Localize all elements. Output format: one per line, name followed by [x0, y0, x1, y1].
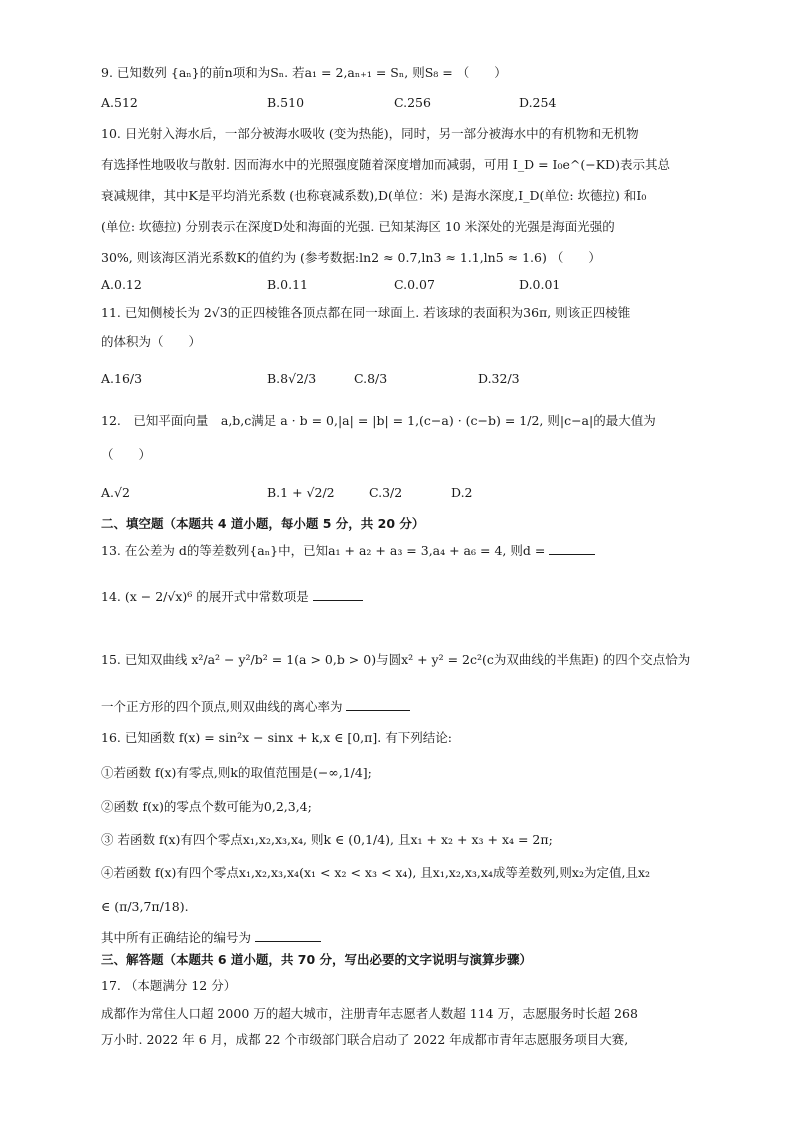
question-10-options [101, 270, 695, 300]
question-10-line-3: 衰减规律，其中K是平均消光系数 (也称衰减系数),D(单位：米) 是海水深度,I_D(单位: 坎德拉) 和I₀ [101, 188, 647, 203]
question-10-line-1: 10. 日光射入海水后，一部分被海水吸收 (变为热能)，同时，另一部分被海水中的有机物和无机物 [101, 126, 639, 141]
answer-blank[interactable] [549, 542, 595, 555]
option-a: A.16/3 [101, 371, 143, 386]
question-11-options [101, 364, 695, 394]
option-d: D.254 [519, 95, 557, 110]
section-heading-solutions: 三、解答题（本题共 6 道小题，共 70 分，写出必要的文字说明与演算步骤） [101, 952, 533, 967]
question-15-text: 一个正方形的四个顶点,则双曲线的离心率为 [101, 699, 343, 714]
option-a: A.0.12 [101, 277, 142, 292]
question-16-stem: 16. 已知函数 f(x) = sin²x − sinx + k,x ∈ [0,π]. 有下列结论: [101, 730, 452, 745]
question-13 [101, 536, 695, 566]
question-10-line-5: 30%, 则该海区消光系数K的值约为 (参考数据:ln2 ≈ 0.7,ln3 ≈ 1.1,ln5 ≈ 1.6) （ ） [101, 250, 601, 265]
question-10-line-4: (单位: 坎德拉) 分别表示在深度D处和海面的光强. 已知某海区 10 米深处的光强是海面光强的 [101, 219, 615, 234]
question-10-line-2: 有选择性地吸收与散射. 因而海水中的光照强度随着深度增加而减弱，可用 I_D = I₀e^(−KD)表示其总 [101, 157, 670, 172]
option-c: C.3/2 [369, 485, 403, 500]
question-15-line-1: 15. 已知双曲线 x²/a² − y²/b² = 1(a > 0,b > 0)与圆x² + y² = 2c²(c为双曲线的半焦距) 的四个交点恰为 [101, 652, 691, 667]
question-11-line-2: 的体积为（ ） [101, 334, 202, 349]
option-c: C.8/3 [354, 371, 388, 386]
question-14 [101, 582, 695, 612]
section-heading-fill-in: 二、填空题（本题共 4 道小题，每小题 5 分，共 20 分） [101, 516, 425, 531]
question-17-line-2: 万小时. 2022 年 6 月，成都 22 个市级部门联合启动了 2022 年成都市青年志愿服务项目大赛, [101, 1032, 629, 1047]
conclusion-3: ③ 若函数 f(x)有四个零点x₁,x₂,x₃,x₄, 则k ∈ (0,1/4), 且x₁ + x₂ + x₃ + x₄ = 2π; [101, 832, 553, 847]
option-a: A.√2 [101, 485, 130, 500]
conclusion-2: ②函数 f(x)的零点个数可能为0,2,3,4; [101, 799, 312, 814]
question-9-stem: 9. 已知数列 {aₙ}的前n项和为Sₙ. 若a₁ = 2,aₙ₊₁ = Sₙ, 则S₈ = （ ） [101, 65, 507, 80]
option-b: B.510 [267, 95, 305, 110]
question-16-ask-text: 其中所有正确结论的编号为 [101, 930, 252, 945]
question-9-options [101, 88, 695, 118]
answer-blank[interactable] [313, 588, 363, 601]
question-17-line-1: 成都作为常住人口超 2000 万的超大城市，注册青年志愿者人数超 114 万，志愿服务时长超 268 [101, 1006, 638, 1021]
question-12-line-2: （ ） [101, 447, 152, 462]
question-17-head: 17. （本题满分 12 分） [101, 978, 237, 993]
conclusion-4-line-2: ∈ (π/3,7π/18). [101, 899, 189, 914]
answer-blank[interactable] [346, 698, 410, 711]
question-11-line-1: 11. 已知侧棱长为 2√3的正四棱锥各顶点都在同一球面上. 若该球的表面积为36π, 则该正四棱锥 [101, 305, 631, 320]
question-12-options [101, 478, 695, 508]
question-14-text: 14. (x − 2/√x)⁶ 的展开式中常数项是 [101, 589, 309, 604]
option-c: C.256 [394, 95, 431, 110]
answer-blank[interactable] [255, 929, 321, 942]
option-a: A.512 [101, 95, 138, 110]
option-c: C.0.07 [394, 277, 435, 292]
conclusion-4-line-1: ④若函数 f(x)有四个零点x₁,x₂,x₃,x₄(x₁ < x₂ < x₃ < x₄), 且x₁,x₂,x₃,x₄成等差数列,则x₂为定值,且x₂ [101, 865, 650, 880]
option-b: B.8√2/3 [267, 371, 317, 386]
option-b: B.1 + √2/2 [267, 485, 335, 500]
question-12-line-1: 12. 已知平面向量 a,b,c满足 a · b = 0,|a| = |b| = 1,(c−a) · (c−b) = 1/2, 则|c−a|的最大值为 [101, 413, 656, 428]
option-d: D.32/3 [478, 371, 520, 386]
option-d: D.2 [451, 485, 473, 500]
option-b: B.0.11 [267, 277, 308, 292]
question-13-text: 13. 在公差为 d的等差数列{aₙ}中，已知a₁ + a₂ + a₃ = 3,a₄ + a₆ = 4, 则d = [101, 543, 546, 558]
question-15-line-2 [101, 692, 695, 722]
option-d: D.0.01 [519, 277, 561, 292]
conclusion-1: ①若函数 f(x)有零点,则k的取值范围是(−∞,1/4]; [101, 765, 372, 780]
